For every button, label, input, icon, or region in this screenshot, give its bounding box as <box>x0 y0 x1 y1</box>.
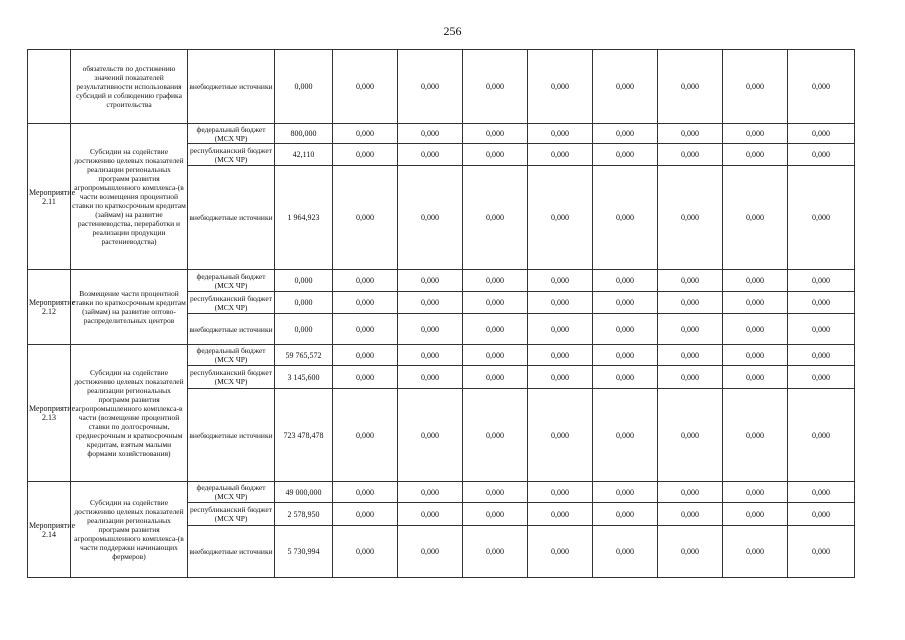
amount-cell: 0,000 <box>398 166 463 270</box>
event-label: Мероприятие 2.13 <box>28 345 71 482</box>
amount-cell: 0,000 <box>723 144 788 166</box>
amount-cell: 0,000 <box>593 345 658 366</box>
event-description: Субсидии на содействие достижению целевых показателей реализации региональных программ развития агропромышленного комплекса-в части (возмещение процентной ставки по долгосрочным, среднесрочным и краткосрочным кредитам, взятым малыми формами хозяйствования) <box>71 345 188 482</box>
table-row <box>28 482 855 503</box>
amount-cell: 0,000 <box>463 503 528 526</box>
amount-cell: 0,000 <box>723 366 788 389</box>
amount-cell: 0,000 <box>398 314 463 345</box>
amount-cell: 0,000 <box>528 144 593 166</box>
amount-cell: 0,000 <box>463 166 528 270</box>
amount-cell: 0,000 <box>275 292 333 314</box>
amount-cell: 0,000 <box>593 292 658 314</box>
amount-cell: 0,000 <box>723 526 788 578</box>
amount-cell: 0,000 <box>463 314 528 345</box>
amount-cell: 0,000 <box>788 503 855 526</box>
amount-cell: 0,000 <box>398 144 463 166</box>
amount-cell: 0,000 <box>398 503 463 526</box>
amount-cell: 0,000 <box>398 270 463 292</box>
amount-cell: 42,110 <box>275 144 333 166</box>
amount-cell: 0,000 <box>658 166 723 270</box>
amount-cell: 0,000 <box>593 50 658 124</box>
amount-cell: 0,000 <box>658 389 723 482</box>
amount-cell: 0,000 <box>528 166 593 270</box>
amount-cell: 0,000 <box>463 124 528 144</box>
event-description: Субсидии на содействие достижению целевых показателей реализации региональных программ развития агропромышленного комплекса-(в части поддержки начинающих фермеров) <box>71 482 188 578</box>
amount-cell: 0,000 <box>593 389 658 482</box>
event-description: Возмещение части процентной ставки по краткосрочным кредитам (займам) на развитие оптово-распределительных центров <box>71 270 188 345</box>
amount-cell: 0,000 <box>463 50 528 124</box>
amount-cell: 0,000 <box>658 482 723 503</box>
amount-cell: 0,000 <box>658 366 723 389</box>
table-row <box>28 345 855 366</box>
amount-cell: 3 145,600 <box>275 366 333 389</box>
amount-cell: 0,000 <box>788 144 855 166</box>
amount-cell: 0,000 <box>333 270 398 292</box>
amount-cell: 0,000 <box>333 345 398 366</box>
amount-cell: 0,000 <box>398 389 463 482</box>
event-label: Мероприятие 2.11 <box>28 124 71 270</box>
budget-table <box>27 49 855 578</box>
amount-cell: 0,000 <box>593 314 658 345</box>
funding-source: внебюджетные источники <box>188 166 275 270</box>
page-number: 256 <box>443 24 462 38</box>
table-row <box>28 124 855 144</box>
amount-cell: 0,000 <box>788 482 855 503</box>
amount-cell: 0,000 <box>333 292 398 314</box>
funding-source: республиканский бюджет (МСХ ЧР) <box>188 144 275 166</box>
amount-cell: 0,000 <box>788 314 855 345</box>
amount-cell: 0,000 <box>788 50 855 124</box>
funding-source: республиканский бюджет (МСХ ЧР) <box>188 503 275 526</box>
amount-cell: 59 765,572 <box>275 345 333 366</box>
amount-cell: 0,000 <box>658 50 723 124</box>
funding-source: внебюджетные источники <box>188 314 275 345</box>
amount-cell: 0,000 <box>275 50 333 124</box>
amount-cell: 0,000 <box>398 345 463 366</box>
amount-cell: 0,000 <box>658 144 723 166</box>
amount-cell: 0,000 <box>333 503 398 526</box>
amount-cell: 2 578,950 <box>275 503 333 526</box>
amount-cell: 0,000 <box>723 50 788 124</box>
amount-cell: 0,000 <box>723 503 788 526</box>
event-description: Субсидии на содействие достижению целевых показателей реализации региональных программ развития агропромышленного комплекса-(в части возмещения процентной ставки по краткосрочным кредитам (займам) на развитие растениеводства, переработки и реализации продукции растениеводства) <box>71 124 188 270</box>
amount-cell: 0,000 <box>658 526 723 578</box>
funding-source: федеральный бюджет (МСХ ЧР) <box>188 345 275 366</box>
amount-cell: 0,000 <box>593 124 658 144</box>
amount-cell: 0,000 <box>528 345 593 366</box>
amount-cell: 0,000 <box>333 366 398 389</box>
amount-cell: 0,000 <box>723 124 788 144</box>
amount-cell: 0,000 <box>528 292 593 314</box>
amount-cell: 0,000 <box>723 482 788 503</box>
amount-cell: 0,000 <box>658 345 723 366</box>
amount-cell: 0,000 <box>788 366 855 389</box>
amount-cell: 0,000 <box>658 124 723 144</box>
amount-cell: 0,000 <box>275 314 333 345</box>
amount-cell: 0,000 <box>333 482 398 503</box>
funding-source: федеральный бюджет (МСХ ЧР) <box>188 270 275 292</box>
amount-cell: 0,000 <box>333 144 398 166</box>
funding-source: внебюджетные источники <box>188 526 275 578</box>
funding-source: федеральный бюджет (МСХ ЧР) <box>188 124 275 144</box>
amount-cell: 0,000 <box>398 50 463 124</box>
event-label: Мероприятие 2.14 <box>28 482 71 578</box>
amount-cell: 0,000 <box>398 124 463 144</box>
amount-cell: 0,000 <box>528 389 593 482</box>
amount-cell: 0,000 <box>333 314 398 345</box>
amount-cell: 0,000 <box>275 270 333 292</box>
amount-cell: 0,000 <box>658 292 723 314</box>
amount-cell: 0,000 <box>333 526 398 578</box>
amount-cell: 0,000 <box>593 366 658 389</box>
amount-cell: 0,000 <box>333 389 398 482</box>
amount-cell: 0,000 <box>398 526 463 578</box>
amount-cell: 0,000 <box>788 526 855 578</box>
amount-cell: 0,000 <box>658 314 723 345</box>
amount-cell: 0,000 <box>463 526 528 578</box>
amount-cell: 0,000 <box>593 166 658 270</box>
amount-cell: 0,000 <box>528 366 593 389</box>
amount-cell: 0,000 <box>398 292 463 314</box>
table-row <box>28 50 855 124</box>
event-label <box>28 50 71 124</box>
amount-cell: 0,000 <box>788 166 855 270</box>
amount-cell: 0,000 <box>788 270 855 292</box>
table-row <box>28 270 855 292</box>
amount-cell: 0,000 <box>658 503 723 526</box>
amount-cell: 0,000 <box>788 389 855 482</box>
amount-cell: 0,000 <box>528 270 593 292</box>
amount-cell: 0,000 <box>593 503 658 526</box>
amount-cell: 0,000 <box>398 482 463 503</box>
amount-cell: 0,000 <box>463 270 528 292</box>
amount-cell: 0,000 <box>463 389 528 482</box>
amount-cell: 0,000 <box>723 270 788 292</box>
amount-cell: 0,000 <box>463 366 528 389</box>
amount-cell: 0,000 <box>463 292 528 314</box>
budget-table-body <box>28 50 855 578</box>
amount-cell: 5 730,994 <box>275 526 333 578</box>
amount-cell: 0,000 <box>723 314 788 345</box>
amount-cell: 0,000 <box>528 50 593 124</box>
amount-cell: 0,000 <box>528 503 593 526</box>
amount-cell: 0,000 <box>723 292 788 314</box>
amount-cell: 0,000 <box>658 270 723 292</box>
amount-cell: 0,000 <box>333 124 398 144</box>
amount-cell: 0,000 <box>788 124 855 144</box>
amount-cell: 0,000 <box>593 482 658 503</box>
amount-cell: 0,000 <box>593 270 658 292</box>
amount-cell: 0,000 <box>463 482 528 503</box>
amount-cell: 49 000,000 <box>275 482 333 503</box>
amount-cell: 0,000 <box>463 144 528 166</box>
amount-cell: 0,000 <box>723 166 788 270</box>
amount-cell: 0,000 <box>593 144 658 166</box>
funding-source: федеральный бюджет (МСХ ЧР) <box>188 482 275 503</box>
amount-cell: 1 964,923 <box>275 166 333 270</box>
event-label: Мероприятие 2.12 <box>28 270 71 345</box>
amount-cell: 0,000 <box>788 292 855 314</box>
amount-cell: 0,000 <box>723 389 788 482</box>
amount-cell: 723 478,478 <box>275 389 333 482</box>
amount-cell: 800,000 <box>275 124 333 144</box>
funding-source: внебюджетные источники <box>188 50 275 124</box>
amount-cell: 0,000 <box>593 526 658 578</box>
funding-source: республиканский бюджет (МСХ ЧР) <box>188 366 275 389</box>
funding-source: республиканский бюджет (МСХ ЧР) <box>188 292 275 314</box>
amount-cell: 0,000 <box>463 345 528 366</box>
amount-cell: 0,000 <box>528 314 593 345</box>
amount-cell: 0,000 <box>528 482 593 503</box>
amount-cell: 0,000 <box>528 526 593 578</box>
amount-cell: 0,000 <box>528 124 593 144</box>
event-description: обязательств по достижению значений показателей результативности использования субсидий и соблюдению графика строительства <box>71 50 188 124</box>
amount-cell: 0,000 <box>398 366 463 389</box>
amount-cell: 0,000 <box>333 166 398 270</box>
amount-cell: 0,000 <box>723 345 788 366</box>
amount-cell: 0,000 <box>333 50 398 124</box>
funding-source: внебюджетные источники <box>188 389 275 482</box>
amount-cell: 0,000 <box>788 345 855 366</box>
